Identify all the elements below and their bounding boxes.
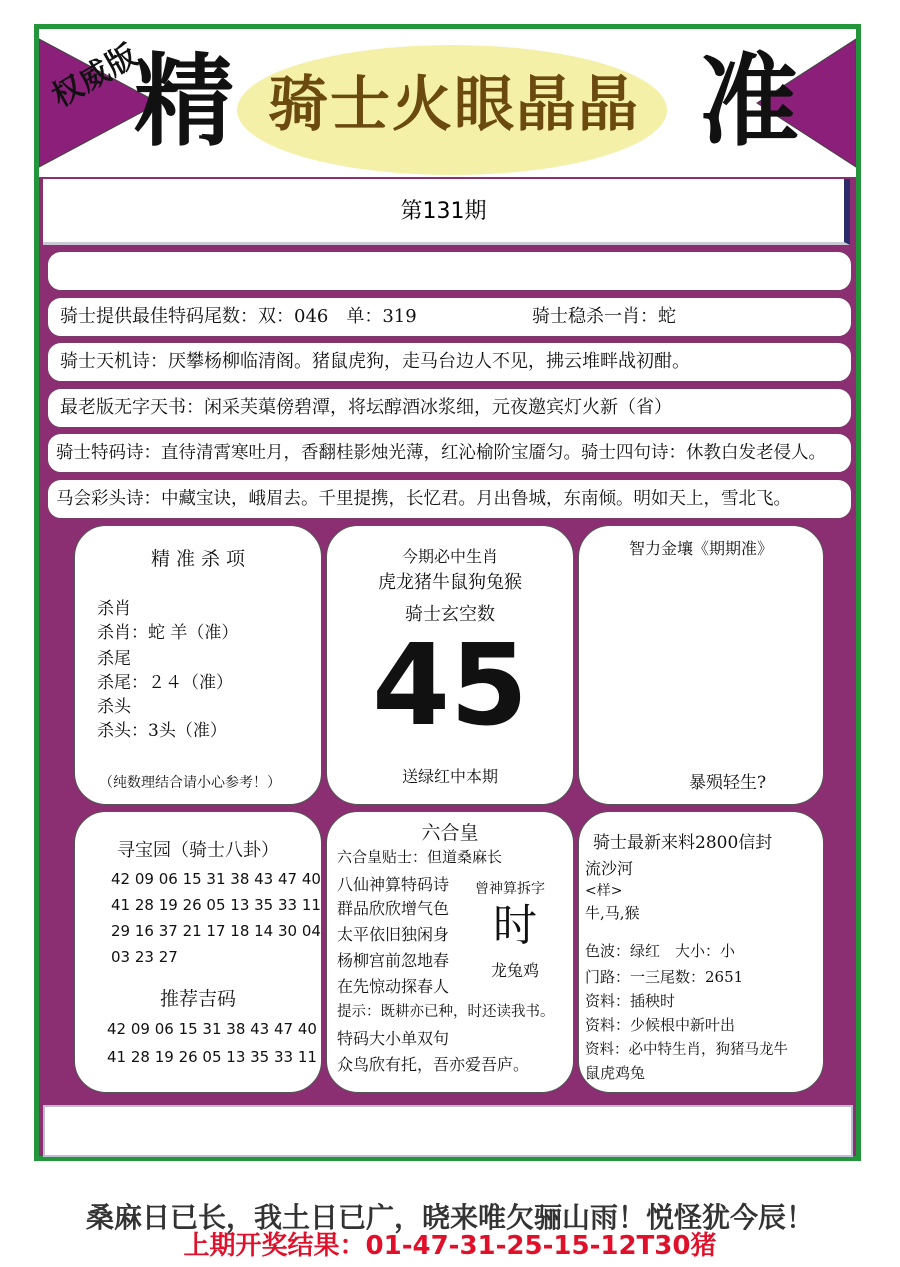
info-line: 资料：插秧时 [585,992,676,1010]
tema-poem-text: 骑士特码诗：直待清霄寒吐月，香翻桂影烛光薄，红沁榆阶宝靥匀。骑士四句诗：休教白发老侵人。 [56,443,826,463]
kill-panel-note: （纯数理结合请小心参考！） [99,775,281,791]
right-top-panel [578,525,824,805]
poem-line: 在先惊动探春人 [337,977,450,996]
issue-number: 第131期 [43,179,850,245]
tema-poem-row [47,433,852,473]
color-size: 色波：绿红 大小：小 [585,942,736,960]
center-bottom-text: 送绿红中本期 [401,767,498,786]
caitou-poem-row [47,479,852,519]
kill-line: 杀头：3头（准） [97,721,227,741]
right-big-char: 准 [699,42,799,160]
kill-panel [74,525,322,805]
kill-line: 杀肖 [97,599,131,619]
treasure-title: 寻宝园（骑士八卦） [117,840,279,861]
kill-panel-title: 精 准 杀 项 [150,548,246,570]
tail-numbers-text: 骑士提供最佳特码尾数：双：046 单：319 [60,306,417,327]
treasure-number-row: 42 09 06 15 31 38 43 47 40 [111,870,321,888]
page-title: 骑士火眼晶晶 [268,70,640,140]
kill-line: 杀头 [97,697,131,717]
zodiac-list: 虎龙猪牛鼠狗兔猴 [378,572,522,593]
latest-panel [578,811,824,1093]
wuzi-book-row [47,388,852,428]
chaizi-char: 时 [493,900,537,951]
lucky-number-row: 42 09 06 15 31 38 43 47 40 [107,1020,317,1038]
latest-line: 牛,马,猴 [585,904,640,922]
poem-line: 群品欣欣增气色 [337,899,450,918]
big-number: 45 [372,621,528,751]
liuhe-panel [326,811,574,1093]
info-line: 资料：必中特生肖，狗猪马龙牛 [585,1042,788,1058]
caitou-poem-text: 马会彩头诗：中藏宝诀，峨眉去。千里提携，长忆君。月出鲁城，东南倾。明如天上，雪北飞。 [56,489,791,509]
door-path: 门路：一三尾数：2651 [585,968,744,986]
left-big-char: 精 [134,42,234,160]
right-top-title: 智力金壤《期期准》 [628,539,773,558]
kill-line: 杀尾：２４（准） [97,673,233,693]
last-draw-result: 上期开奖结果：01-47-31-25-15-12T30猪 [183,1231,717,1261]
poem-title: 八仙神算特码诗 [337,875,450,894]
latest-title: 骑士最新来料2800信封 [593,833,773,853]
latest-line: 流沙河 [585,859,634,878]
treasure-panel [74,811,322,1093]
must-hit-label: 今期必中生肖 [401,547,498,566]
kill-line: 杀肖：蛇 羊（准） [97,623,239,643]
info-line: 鼠虎鸡兔 [585,1064,646,1082]
footer-poem: 桑麻日已长，我土日已广，晓来唯欠骊山雨！悦怪犹今辰！ [85,1201,814,1234]
info-line: 资料：少候根中新叶出 [585,1016,736,1034]
kill-one-text: 骑士稳杀一肖：蛇 [532,306,676,327]
liuhe-title: 六合皇 [421,822,479,844]
treasure-number-row: 41 28 19 26 05 13 35 33 11 [111,896,321,914]
right-top-bottom: 暴殒轻生? [689,773,767,793]
treasure-number-row: 29 16 37 21 17 18 14 30 04 [111,922,321,940]
latest-line: <样> [585,883,623,899]
size-label: 特码大小单双句 [337,1029,450,1048]
lucky-number-row: 41 28 19 26 05 13 35 33 11 [107,1048,317,1066]
center-panel [326,525,574,805]
poem-line: 太平依旧独闲身 [337,925,450,944]
kill-line: 杀尾 [97,649,131,669]
treasure-number-row: 03 23 27 [111,948,178,966]
tianji-poem-text: 骑士天机诗：厌攀杨柳临清阁。猪鼠虎狗，走马台边人不见，拂云堆畔战初酣。 [60,351,690,372]
header-banner [39,29,856,177]
size-line: 众鸟欣有托，吾亦爱吾庐。 [337,1055,530,1074]
liuhe-hint: 提示：既耕亦已种，时还读我书。 [337,1004,555,1020]
wuzi-book-text: 最老版无字天书：闲采芙蕖傍碧潭，将坛醇酒冰浆细，元夜邀宾灯火新（省） [60,397,672,418]
page-frame [34,24,861,1161]
footer-blank-box [43,1105,853,1157]
chaizi-zodiac: 龙兔鸡 [491,961,540,980]
lucky-title: 推荐吉码 [159,988,236,1010]
liuhe-tip: 六合皇贴士：但道桑麻长 [337,848,503,866]
authority-badge: 权威版 [46,37,145,115]
blank-row [47,251,852,291]
tianji-poem-row [47,342,852,382]
chaizi-label: 曾神算拆字 [475,881,545,897]
tail-numbers-row [47,297,852,337]
xuankong-label: 骑士玄空数 [405,604,495,625]
poem-line: 杨柳宫前忽地春 [337,951,450,970]
